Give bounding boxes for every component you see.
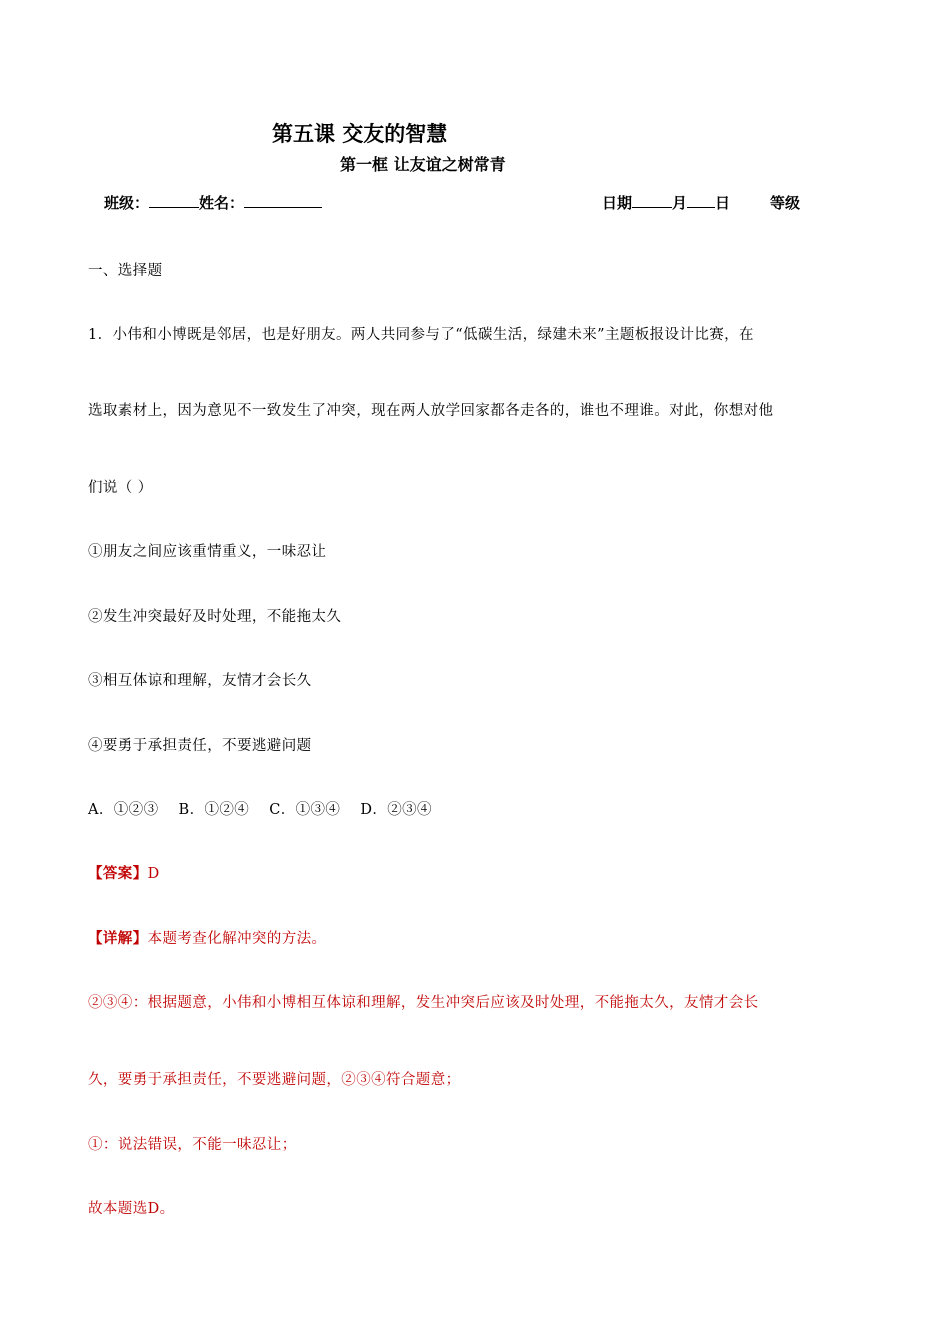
analysis-line-4: 故本题选D。 [88, 1201, 175, 1217]
class-label: 班级： [104, 194, 150, 212]
answer-choices: A．①②③ B．①②④ C．①③④ D．②③④ [88, 802, 432, 818]
detail-line [88, 927, 326, 948]
option-3: ③相互体谅和理解，友情才会长久 [88, 673, 312, 689]
option-2: ②发生冲突最好及时处理，不能拖太久 [88, 609, 342, 625]
answer-line [88, 862, 160, 883]
grade-label: 等级 [770, 194, 801, 212]
day-label: 日 [715, 194, 731, 212]
lesson-subtitle: 第一框 让友谊之树常青 [340, 155, 506, 174]
month-label: 月 [672, 194, 688, 212]
option-1: ①朋友之间应该重情重义，一味忍让 [88, 544, 327, 560]
answer-value: D [147, 866, 160, 882]
answer-tag: 【答案】 [88, 865, 148, 882]
detail-tag: 【详解】 [88, 930, 148, 947]
detail-text: 本题考查化解冲突的方法。 [147, 931, 327, 947]
student-info-row [104, 192, 322, 213]
date-info-row [602, 192, 800, 213]
analysis-line-2: 久，要勇于承担责任，不要逃避问题，②③④符合题意； [88, 1072, 461, 1088]
date-label: 日期 [602, 194, 633, 212]
name-blank [244, 193, 322, 208]
name-label: 姓名： [199, 194, 245, 212]
analysis-line-1: ②③④：根据题意，小伟和小博相互体谅和理解，发生冲突后应该及时处理，不能拖太久，友情才会长 [88, 995, 759, 1011]
analysis-line-3: ①：说法错误，不能一味忍让； [88, 1137, 297, 1153]
lesson-title: 第五课 交友的智慧 [272, 121, 448, 146]
day-blank [687, 193, 715, 208]
class-blank [149, 193, 199, 208]
question-line-1: 1．小伟和小博既是邻居，也是好朋友。两人共同参与了“低碳生活，绿建未来”主题板报设计比赛，在 [88, 327, 754, 343]
section-heading: 一、选择题 [88, 263, 163, 279]
option-4: ④要勇于承担责任，不要逃避问题 [88, 738, 312, 754]
month-blank [632, 193, 672, 208]
question-line-2: 选取素材上，因为意见不一致发生了冲突，现在两人放学回家都各走各的，谁也不理谁。对此，你想对他 [88, 403, 774, 419]
question-line-3: 们说（ ） [88, 480, 153, 496]
